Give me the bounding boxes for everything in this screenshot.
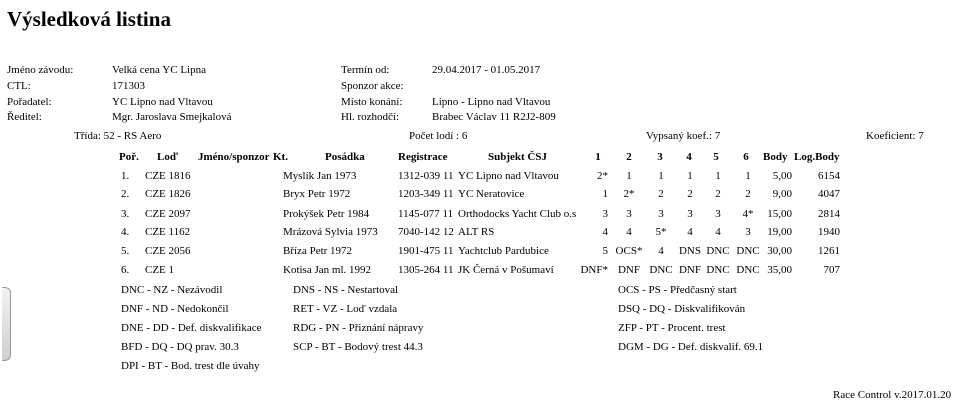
cell-log-points: 2814 xyxy=(818,208,840,220)
cell-points: 5,00 xyxy=(772,170,792,182)
coefficient: Koeficient: 7 xyxy=(866,130,924,142)
cell-race-2: 3 xyxy=(626,208,632,220)
cell-race-1: 1 xyxy=(602,188,608,200)
legend-item: DNC - NZ - Nezávodil xyxy=(121,284,223,296)
cell-points: 9,00 xyxy=(772,188,792,200)
cell-race-5: 1 xyxy=(715,170,721,182)
cell-log-points: 707 xyxy=(823,264,840,276)
legend-item: DGM - DG - Def. diskvalif. 69.1 xyxy=(618,341,764,353)
cell-race-1: 2* xyxy=(597,170,608,182)
ctl-value: 171303 xyxy=(112,80,145,92)
cell-crew: Mrázová Sylvia 1973 xyxy=(283,226,378,238)
cell-race-1: 5 xyxy=(602,245,608,257)
cell-crew: Bříza Petr 1972 xyxy=(283,245,353,257)
cell-boat: CZE 1 xyxy=(145,264,175,276)
director-value: Mgr. Jaroslava Smejkalová xyxy=(112,111,232,123)
cell-club: Yachtclub Pardubice xyxy=(458,245,549,257)
cell-race-5: 2 xyxy=(715,188,721,200)
col-header-points: Body xyxy=(763,151,788,163)
cell-race-2: 2* xyxy=(623,188,635,200)
cell-race-1: 4 xyxy=(602,226,608,238)
cell-boat: CZE 2097 xyxy=(145,208,191,220)
cell-race-6: 4* xyxy=(742,208,754,220)
cell-boat: CZE 1816 xyxy=(145,170,191,182)
col-header-race-3: 3 xyxy=(657,151,663,163)
date-label: Termín od: xyxy=(341,64,390,76)
ctl-label: CTL: xyxy=(7,80,31,92)
cell-race-1: 3 xyxy=(602,208,608,220)
cell-race-5: 4 xyxy=(715,226,721,238)
cell-points: 15,00 xyxy=(767,208,792,220)
col-header-name: Jméno/sponzor xyxy=(198,151,270,163)
legend-item: ZFP - PT - Procent. trest xyxy=(618,322,726,334)
col-header-crew: Posádka xyxy=(325,151,365,163)
cell-race-4: 1 xyxy=(687,170,693,182)
col-header-race-5: 5 xyxy=(713,151,719,163)
cell-registration: 1901-475 11 xyxy=(398,245,454,257)
cell-race-2: 4 xyxy=(626,226,632,238)
col-header-race-2: 2 xyxy=(626,151,632,163)
col-header-registration: Registrace xyxy=(398,151,448,163)
venue-value: Lipno - Lipno nad Vltavou xyxy=(432,96,551,108)
cell-registration: 1203-349 11 xyxy=(398,188,454,200)
cell-crew: Kotisa Jan ml. 1992 xyxy=(283,264,371,276)
legend-item: SCP - BT - Bodový trest 44.3 xyxy=(293,341,423,353)
legend-item: RDG - PN - Přiznání nápravy xyxy=(293,322,424,334)
cell-club: ALT RS xyxy=(458,226,495,238)
cell-race-5: DNC xyxy=(706,264,730,276)
page-title: Výsledková listina xyxy=(7,7,171,31)
cell-race-3: 2 xyxy=(658,188,664,200)
sponsor-label: Sponzor akce: xyxy=(341,80,404,92)
cell-crew: Myslík Jan 1973 xyxy=(283,170,357,182)
race-name-value: Velká cena YC Lipna xyxy=(112,64,206,76)
boat-count: Počet lodí : 6 xyxy=(409,130,468,142)
side-panel-handle[interactable] xyxy=(2,287,11,361)
judge-value: Brabec Václav 11 R2J2-809 xyxy=(432,111,556,123)
footer-version: Race Control v.2017.01.20 xyxy=(833,389,952,401)
cell-crew: Prokýšek Petr 1984 xyxy=(283,208,370,220)
col-header-kt: Kt. xyxy=(273,151,288,163)
cell-club: YC Neratovice xyxy=(458,188,525,200)
col-header-race-4: 4 xyxy=(686,151,692,163)
cell-registration: 7040-142 12 xyxy=(398,226,454,238)
cell-log-points: 1940 xyxy=(818,226,840,238)
col-header-boat: Loď xyxy=(157,151,178,163)
cell-club: YC Lipno nad Vltavou xyxy=(458,170,559,182)
cell-boat: CZE 2056 xyxy=(145,245,191,257)
cell-race-3: DNC xyxy=(649,264,673,276)
cell-race-2: OCS* xyxy=(615,245,643,257)
cell-race-6: 3 xyxy=(745,226,751,238)
organizer-value: YC Lipno nad Vltavou xyxy=(112,96,213,108)
cell-race-6: DNC xyxy=(736,264,760,276)
cell-registration: 1312-039 11 xyxy=(398,170,454,182)
cell-log-points: 4047 xyxy=(818,188,840,200)
venue-label: Místo konání: xyxy=(341,96,403,108)
cell-race-1: DNF* xyxy=(580,264,608,276)
legend-item: DNS - NS - Nestartoval xyxy=(293,284,399,296)
cell-club: Orthodocks Yacht Club o.s xyxy=(458,208,577,220)
legend-item: DPI - BT - Bod. trest dle úvahy xyxy=(121,360,260,372)
cell-boat: CZE 1826 xyxy=(145,188,191,200)
judge-label: Hl. rozhodčí: xyxy=(341,111,400,123)
organizer-label: Pořadatel: xyxy=(7,96,52,108)
cell-race-5: DNC xyxy=(706,245,730,257)
cell-rank: 1. xyxy=(121,170,130,182)
legend-item: RET - VZ - Loď vzdala xyxy=(293,303,398,315)
col-header-club: Subjekt ČSJ xyxy=(488,151,547,163)
cell-rank: 4. xyxy=(121,226,130,238)
cell-race-3: 4 xyxy=(658,245,664,257)
cell-race-3: 5* xyxy=(655,226,667,238)
cell-points: 30,00 xyxy=(767,245,792,257)
cell-race-4: 3 xyxy=(687,208,693,220)
cell-rank: 3. xyxy=(121,208,130,220)
cell-points: 35,00 xyxy=(767,264,792,276)
cell-registration: 1145-077 11 xyxy=(398,208,454,220)
class-label: Třída: 52 - RS Aero xyxy=(74,130,162,142)
cell-rank: 2. xyxy=(121,188,130,200)
cell-race-4: 2 xyxy=(687,188,693,200)
cell-race-5: 3 xyxy=(715,208,721,220)
legend-item: DNF - ND - Nedokončil xyxy=(121,303,229,315)
legend-item: DSQ - DQ - Diskvalifikován xyxy=(618,303,746,315)
col-header-log-points: Log.Body xyxy=(794,151,840,163)
cell-log-points: 1261 xyxy=(818,245,840,257)
cell-race-3: 1 xyxy=(658,170,664,182)
legend-item: BFD - DQ - DQ prav. 30.3 xyxy=(121,341,239,353)
cell-race-2: 1 xyxy=(626,170,632,182)
cell-rank: 6. xyxy=(121,264,130,276)
cell-race-6: 2 xyxy=(745,188,751,200)
legend-item: OCS - PS - Předčasný start xyxy=(618,284,737,296)
cell-rank: 5. xyxy=(121,245,130,257)
cell-crew: Bryx Petr 1972 xyxy=(283,188,351,200)
cell-points: 19,00 xyxy=(767,226,792,238)
cell-race-6: DNC xyxy=(736,245,760,257)
cell-boat: CZE 1162 xyxy=(145,226,191,238)
race-name-label: Jméno závodu: xyxy=(7,64,74,76)
cell-race-6: 1 xyxy=(745,170,751,182)
cell-club: JK Černá v Pošumaví xyxy=(458,264,554,276)
director-label: Ředitel: xyxy=(7,111,42,123)
date-value: 29.04.2017 - 01.05.2017 xyxy=(432,64,541,76)
cell-race-3: 3 xyxy=(658,208,664,220)
cell-race-4: DNS xyxy=(678,245,701,257)
listed-coefficient: Vypsaný koef.: 7 xyxy=(646,130,721,142)
cell-race-2: DNF xyxy=(617,264,640,276)
col-header-race-6: 6 xyxy=(743,151,749,163)
legend-item: DNE - DD - Def. diskvalifikace xyxy=(121,322,262,334)
cell-registration: 1305-264 11 xyxy=(398,264,454,276)
cell-log-points: 6154 xyxy=(818,170,840,182)
col-header-race-1: 1 xyxy=(595,151,601,163)
col-header-rank: Poř. xyxy=(119,151,139,163)
cell-race-4: DNF xyxy=(678,264,701,276)
cell-race-4: 4 xyxy=(687,226,693,238)
